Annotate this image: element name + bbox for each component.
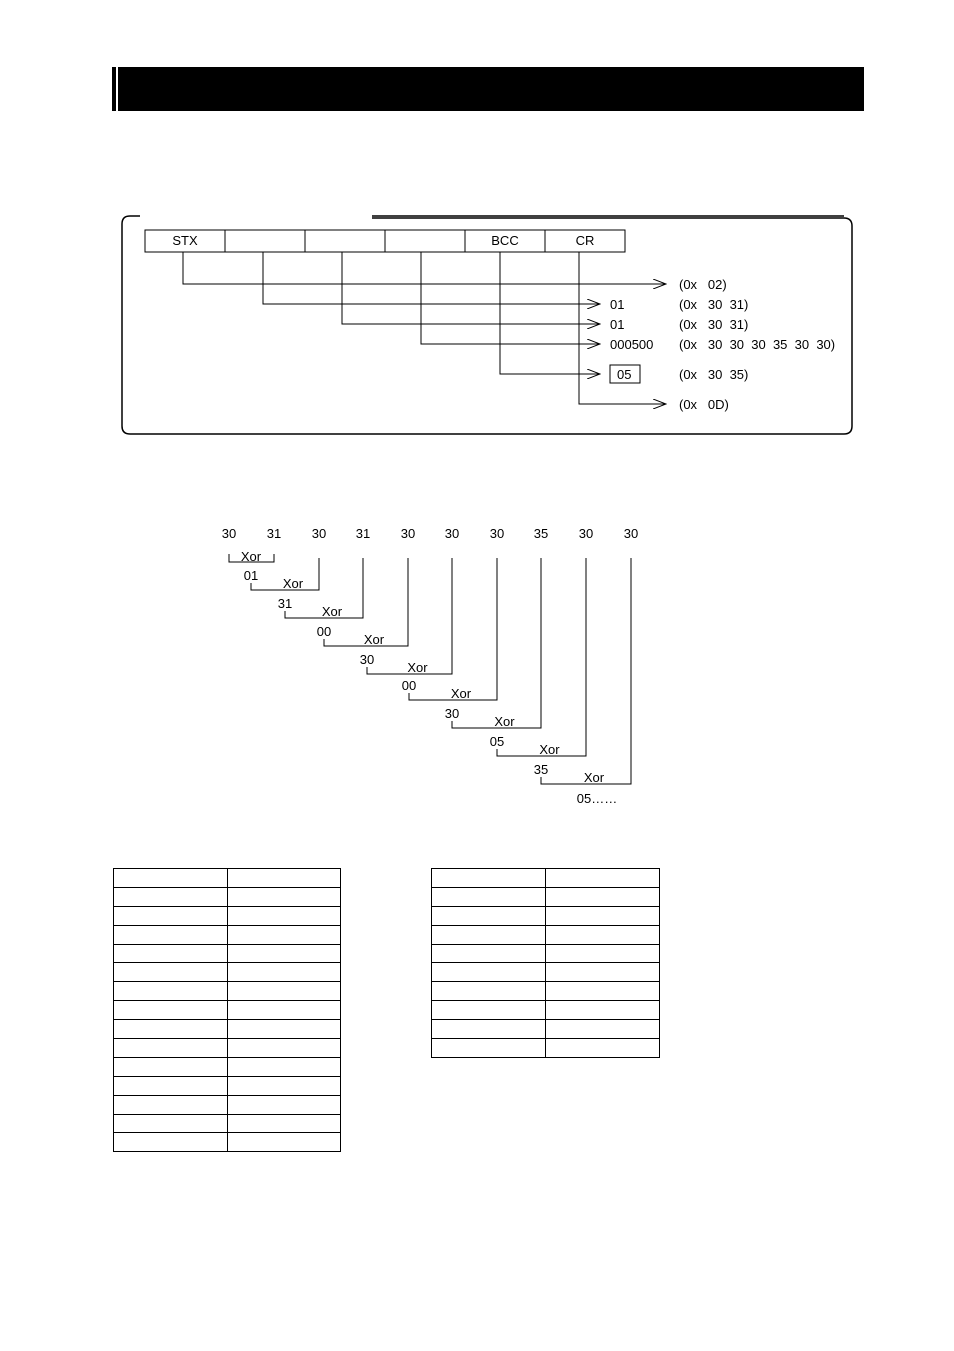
table-row	[114, 887, 341, 906]
table-row	[114, 944, 341, 963]
frame-arrow-1	[263, 252, 600, 304]
table-cell	[432, 982, 546, 1001]
table-cell	[114, 906, 228, 925]
table-cell	[227, 982, 341, 1001]
table-cell	[227, 906, 341, 925]
xor-op-3: Xor	[363, 632, 385, 647]
xor-op-0: Xor	[240, 549, 262, 564]
frame-cell-label-0: STX	[172, 233, 198, 248]
table-cell	[432, 887, 546, 906]
xor-result-1: 31	[277, 596, 293, 611]
table-row	[432, 869, 660, 888]
frame-row-value-1: 01	[610, 297, 625, 312]
xor-result-6: 05	[489, 734, 505, 749]
xor-input-8: 30	[578, 526, 594, 541]
xor-input-4: 30	[400, 526, 416, 541]
xor-op-1: Xor	[282, 576, 304, 591]
table-row	[432, 944, 660, 963]
table-right	[431, 868, 660, 1058]
table-row	[114, 1057, 341, 1076]
xor-op-6: Xor	[494, 714, 515, 729]
table-row	[432, 1001, 660, 1020]
table-cell	[114, 1020, 228, 1039]
frame-arrow-2	[342, 252, 600, 324]
xor-result-5: 30	[444, 706, 460, 721]
table-cell	[546, 887, 660, 906]
xor-op-7: Xor	[539, 742, 560, 757]
table-row	[114, 1095, 341, 1114]
frame-cell-label-5: CR	[575, 233, 595, 248]
frame-cell-label-4: BCC	[491, 233, 519, 248]
table-cell	[546, 906, 660, 925]
xor-result-2: 00	[316, 624, 332, 639]
table-cell	[227, 1039, 341, 1058]
table-cell	[432, 869, 546, 888]
table-cell	[546, 1001, 660, 1020]
table-cell	[114, 944, 228, 963]
frame-row-hex-0: (0x 02)	[679, 277, 727, 292]
xor-input-5: 30	[444, 526, 460, 541]
table-cell	[227, 1133, 341, 1152]
table-cell	[546, 944, 660, 963]
frame-cell-3	[385, 230, 465, 252]
frame-cell-1	[225, 230, 305, 252]
table-cell	[227, 1020, 341, 1039]
table-cell	[114, 982, 228, 1001]
xor-input-3: 31	[355, 526, 371, 541]
table-cell	[227, 925, 341, 944]
xor-op-5: Xor	[450, 686, 472, 701]
table-cell	[227, 869, 341, 888]
table-row	[114, 1133, 341, 1152]
table-row	[432, 1020, 660, 1039]
table-row	[114, 1001, 341, 1020]
table-cell	[432, 963, 546, 982]
table-cell	[432, 944, 546, 963]
xor-result-7: 35	[533, 762, 549, 777]
frame-row-value-2: 01	[610, 317, 625, 332]
table-cell	[546, 869, 660, 888]
table-row	[432, 982, 660, 1001]
table-row	[432, 887, 660, 906]
xor-result-4: 00	[401, 678, 417, 693]
table-cell	[432, 1039, 546, 1058]
frame-row-hex-2: (0x 30 31)	[679, 317, 749, 332]
xor-op-4: Xor	[407, 660, 428, 675]
table-row	[114, 1114, 341, 1133]
xor-input-2: 30	[311, 526, 327, 541]
xor-input-0: 30	[221, 526, 237, 541]
table-cell	[227, 1057, 341, 1076]
table-row	[432, 1039, 660, 1058]
frame-arrow-3	[421, 252, 600, 344]
table-row	[432, 925, 660, 944]
table-cell	[227, 1076, 341, 1095]
table-row	[432, 963, 660, 982]
xor-result-8: 05……	[576, 791, 618, 806]
table-cell	[114, 887, 228, 906]
frame-row-hex-4: (0x 30 35)	[679, 367, 749, 382]
table-row	[114, 1039, 341, 1058]
table-cell	[227, 1114, 341, 1133]
table-cell	[114, 1057, 228, 1076]
frame-cell-2	[305, 230, 385, 252]
table-cell	[227, 963, 341, 982]
table-row	[114, 982, 341, 1001]
table-cell	[546, 1020, 660, 1039]
table-cell	[114, 963, 228, 982]
table-row	[114, 925, 341, 944]
xor-input-9: 30	[623, 526, 639, 541]
table-cell	[227, 887, 341, 906]
table-cell	[546, 1039, 660, 1058]
table-cell	[114, 1114, 228, 1133]
table-cell	[227, 944, 341, 963]
xor-result-3: 30	[359, 652, 375, 667]
xor-input-7: 35	[533, 526, 549, 541]
table-cell	[546, 982, 660, 1001]
table-cell	[432, 1020, 546, 1039]
frame-arrow-0	[183, 252, 666, 284]
xor-input-6: 30	[489, 526, 505, 541]
table-left	[113, 868, 341, 1152]
table-cell	[432, 1001, 546, 1020]
table-cell	[114, 1133, 228, 1152]
table-cell	[546, 925, 660, 944]
xor-op-2: Xor	[321, 604, 343, 619]
frame-arrow-4	[500, 252, 600, 374]
table-row	[432, 906, 660, 925]
table-row	[114, 906, 341, 925]
table-cell	[432, 925, 546, 944]
table-cell	[432, 906, 546, 925]
xor-op-8: Xor	[583, 770, 605, 785]
table-cell	[227, 1001, 341, 1020]
xor-input-1: 31	[266, 526, 282, 541]
frame-row-hex-5: (0x 0D)	[679, 397, 729, 412]
table-cell	[114, 1039, 228, 1058]
frame-row-value-3: 000500	[610, 337, 654, 352]
table-cell	[114, 1001, 228, 1020]
xor-result-0: 01	[243, 568, 259, 583]
table-cell	[114, 869, 228, 888]
table-cell	[114, 1095, 228, 1114]
table-row	[114, 869, 341, 888]
table-row	[114, 1076, 341, 1095]
table-row	[114, 963, 341, 982]
table-cell	[546, 963, 660, 982]
table-cell	[227, 1095, 341, 1114]
table-cell	[114, 1076, 228, 1095]
table-row	[114, 1020, 341, 1039]
frame-row-value-4: 05	[617, 367, 632, 382]
frame-row-hex-3: (0x 30 30 30 35 30 30)	[679, 337, 836, 352]
table-cell	[114, 925, 228, 944]
frame-row-hex-1: (0x 30 31)	[679, 297, 749, 312]
